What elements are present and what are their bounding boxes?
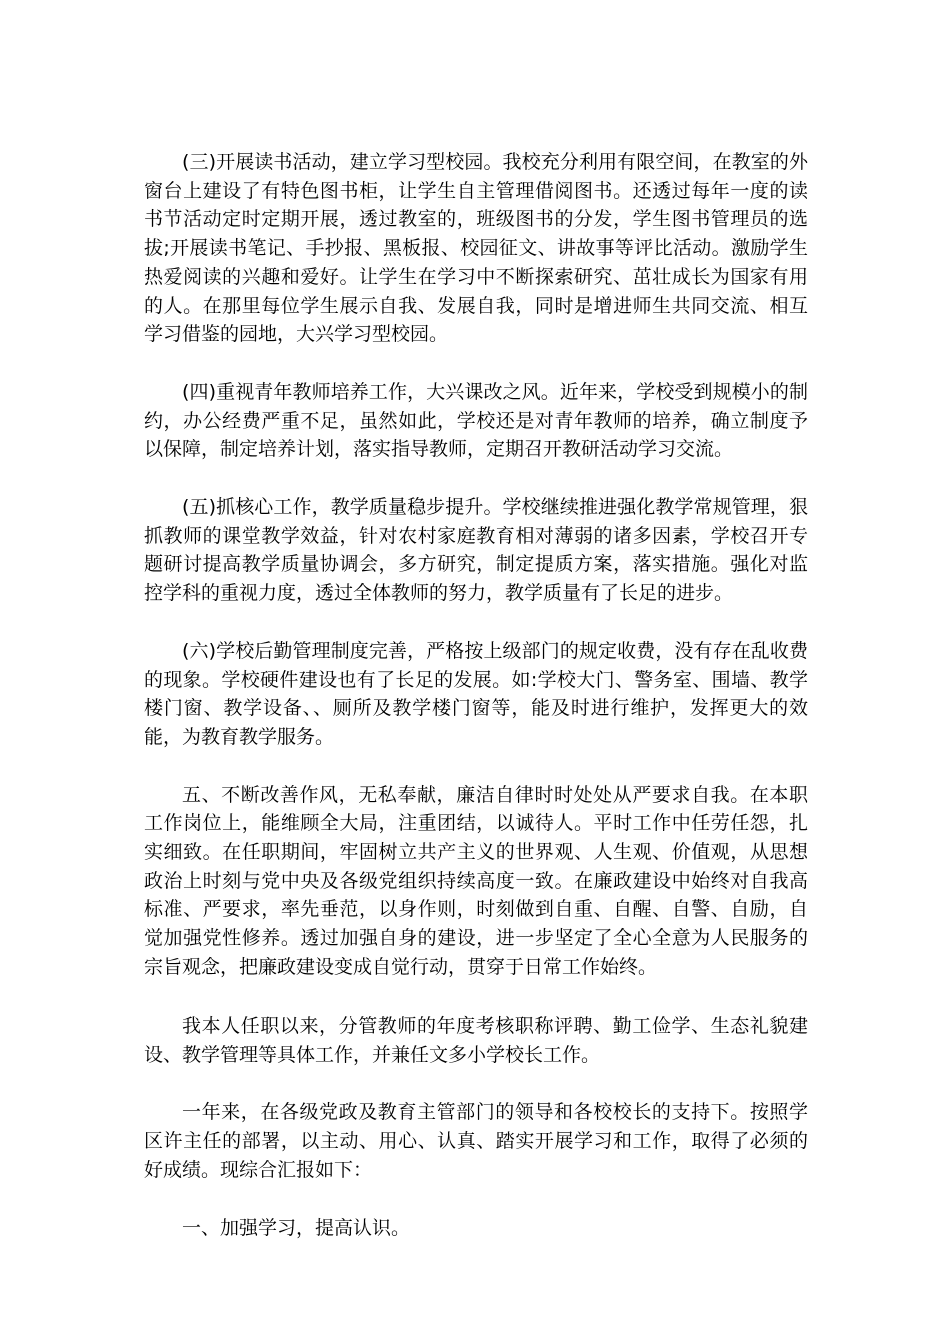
paragraph-logistics: (六)学校后勤管理制度完善，严格按上级部门的规定收费，没有存在乱收费的现象。学校硬件建设也有了长足的发展。如:学校大门、警务室、围墙、教学楼门窗、教学设备、、厕所及教学楼门窗等，能及时进行维护，发挥更大的效能，为教育教学服务。	[144, 639, 808, 748]
paragraph-heading-study: 一、加强学习，提高认识。	[182, 1216, 411, 1239]
paragraph-teaching-quality: (五)抓核心工作，教学质量稳步提升。学校继续推进强化教学常规管理，狠抓教师的课堂教学效益，针对农村家庭教育相对薄弱的诸多因素，学校召开专题研讨提高教学质量协调会，多方研究，制定提质方案，落实措施。强化对监控学科的重视力度，透过全体教师的努力，教学质量有了长足的进步。	[144, 496, 808, 605]
text-section-bottom	[144, 1012, 808, 1242]
paragraph-reading-activities: (三)开展读书活动，建立学习型校园。我校充分利用有限空间，在教室的外窗台上建设了有特色图书柜，让学生自主管理借阅图书。还透过每年一度的读书节活动定时定期开展，透过教室的，班级图书的分发，学生图书管理员的选拔;开展读书笔记、手抄报、黑板报、校园征文、讲故事等评比活动。激励学生热爱阅读的兴趣和爱好。让学生在学习中不断探索研究、茁壮成长为国家有用的人。在那里每位学生展示自我、发展自我，同时是增进师生共同交流、相互学习借鉴的园地，大兴学习型校园。	[144, 151, 808, 346]
paragraph-responsibilities: 我本人任职以来，分管教师的年度考核职称评聘、勤工俭学、生态礼貌建设、教学管理等具体工作，并兼任文多小学校长工作。	[144, 1015, 808, 1066]
text-section-top	[144, 148, 808, 982]
paragraph-young-teachers: (四)重视青年教师培养工作，大兴课改之风。近年来，学校受到规模小的制约，办公经费严重不足，虽然如此，学校还是对青年教师的培养，确立制度予以保障，制定培养计划，落实指导教师，定期召开教研活动学习交流。	[144, 380, 808, 461]
paragraph-work-style: 五、不断改善作风，无私奉献，廉洁自律时时处处从严要求自我。在本职工作岗位上，能维顾全大局，注重团结，以诚待人。平时工作中任劳任怨，扎实细致。在任职期间，牢固树立共产主义的世界观、人生观、价值观，从思想政治上时刻与党中央及各级党组织持续高度一致。在廉政建设中始终对自我高标准、严要求，率先垂范，以身作则，时刻做到自重、自醒、自警、自励，自觉加强党性修养。透过加强自身的建设，进一步坚定了全心全意为人民服务的宗旨观念，把廉政建设变成自觉行动，贯穿于日常工作始终。	[144, 783, 808, 978]
paragraph-year-summary: 一年来，在各级党政及教育主管部门的领导和各校校长的支持下。按照学区许主任的部署，以主动、用心、认真、踏实开展学习和工作，取得了必须的好成绩。现综合汇报如下：	[144, 1101, 808, 1181]
